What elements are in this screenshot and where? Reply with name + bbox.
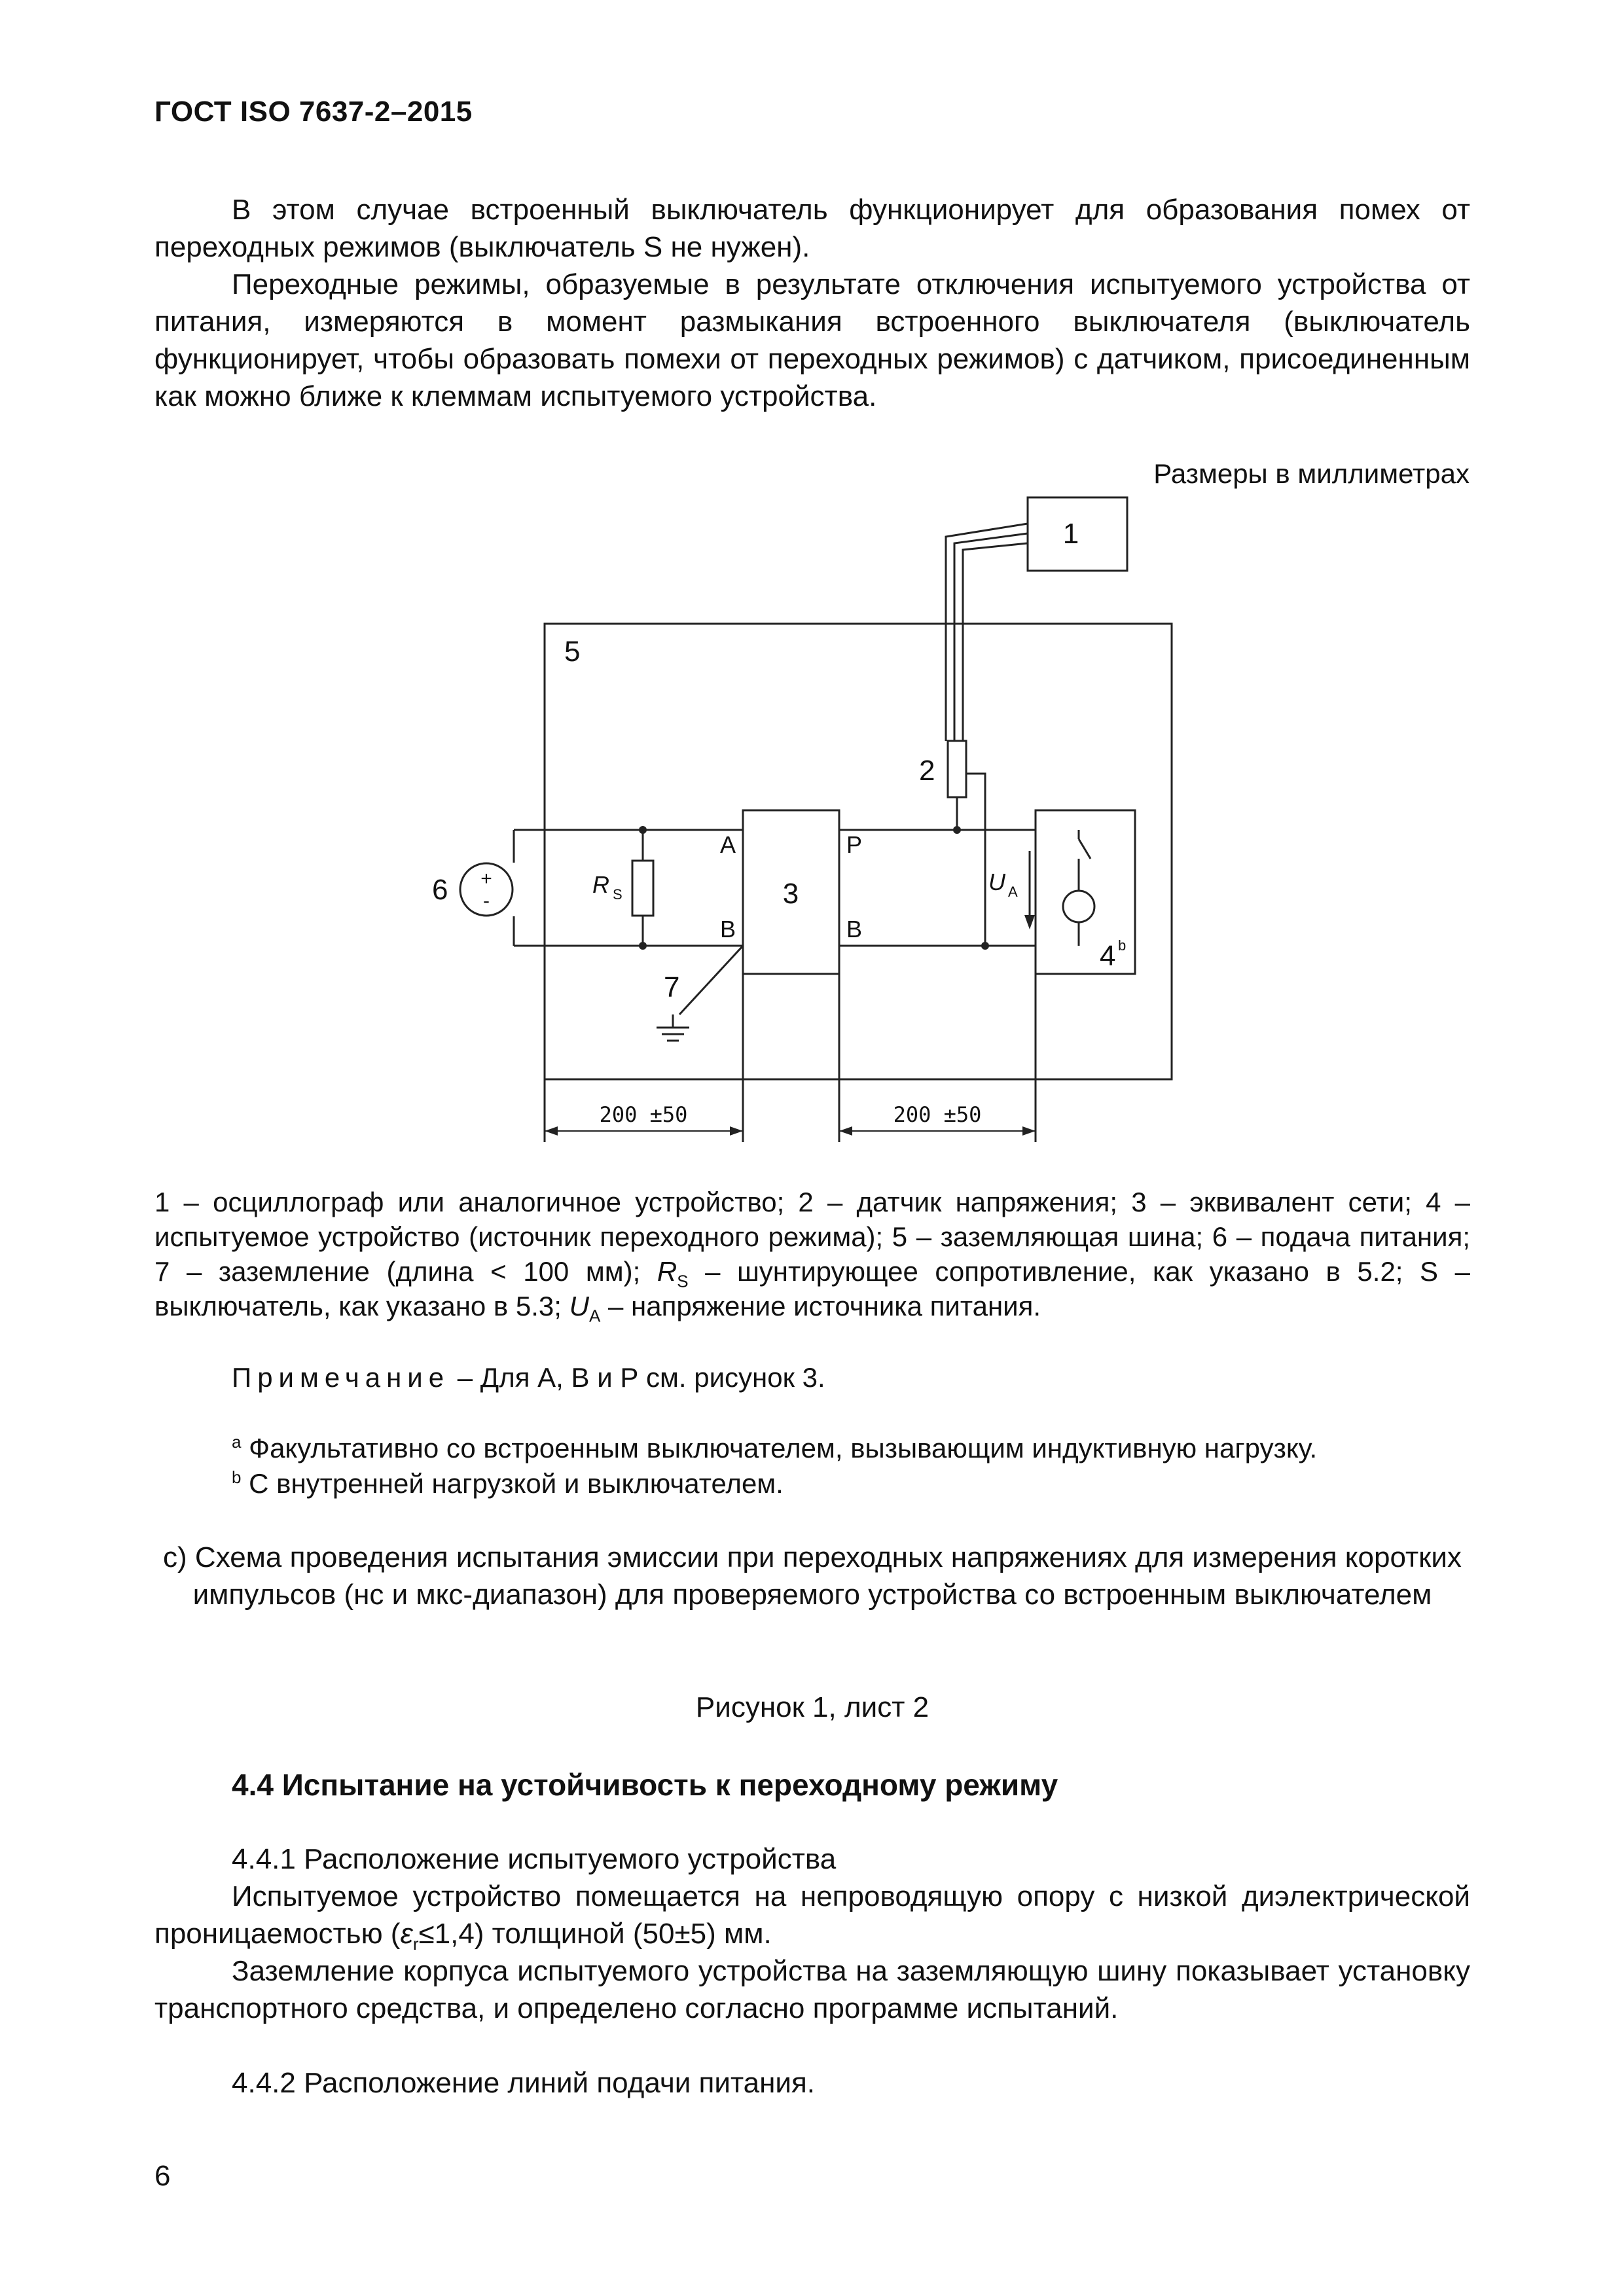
label-probe: 2 <box>919 755 935 787</box>
label-rs: R <box>592 871 609 898</box>
subsection-441-paragraph-2: Заземление корпуса испытуемого устройства на заземляющую шину показывает установку транспортного средства, и определено согласно программе испытаний. <box>154 1955 1470 2024</box>
note-label: Примечание <box>232 1362 450 1393</box>
label-dut-sup: b <box>1118 937 1127 954</box>
label-minus: - <box>483 890 490 912</box>
dim-arrowhead <box>839 1126 852 1136</box>
label-A: A <box>720 831 736 858</box>
label-ground-plane: 5 <box>564 636 581 668</box>
label-B-left: B <box>720 916 736 942</box>
junction-dot <box>639 826 647 834</box>
dimensions-note: Размеры в миллиметрах <box>1153 458 1470 489</box>
dim-label-left: 200 ±50 <box>599 1102 688 1127</box>
dim-label-right: 200 ±50 <box>893 1102 982 1127</box>
probe-ground-lead <box>966 774 985 946</box>
footnote-a-mark: a <box>232 1432 242 1452</box>
dim-arrowhead <box>730 1126 743 1136</box>
figure-number: Рисунок 1, лист 2 <box>695 1691 929 1723</box>
note-text: – Для А, В и Р см. рисунок 3. <box>457 1362 825 1393</box>
label-power-supply: 6 <box>432 874 448 906</box>
figure-note <box>232 1360 825 1395</box>
intro-paragraph-1: В этом случае встроенный выключатель функционирует для образования помех от переходных режимов (выключатель S не нужен). <box>154 194 1470 263</box>
junction-dot <box>981 942 989 950</box>
label-P: P <box>846 831 863 858</box>
label-network: 3 <box>782 878 799 910</box>
legend-ua-desc: – напряжение источника питания. <box>608 1291 1041 1321</box>
legend-rs-sub: S <box>677 1271 689 1291</box>
probe-cable-2 <box>954 533 1028 741</box>
ua-arrowhead <box>1024 915 1035 929</box>
footnote-a-text: Факультативно со встроенным выключателем, вызывающим индуктивную нагрузку. <box>249 1433 1318 1463</box>
s441-text-a: Испытуемое устройство помещается на непроводящую опору с низкой диэлектрической проницаемостью ( <box>154 1880 1470 1950</box>
dim-arrowhead <box>1022 1126 1036 1136</box>
epsilon-symbol: ε <box>400 1918 413 1950</box>
probe-cable-3 <box>963 543 1028 741</box>
dut-internal-switch <box>1079 839 1091 859</box>
legend-rs-symbol: R <box>657 1256 677 1287</box>
label-B-right: B <box>846 916 863 942</box>
junction-dot <box>953 826 961 834</box>
legend-ua-sub: A <box>588 1306 601 1326</box>
footnote-a <box>232 1431 1317 1465</box>
label-dut: 4 <box>1100 940 1116 972</box>
label-ua-sub: A <box>1008 884 1018 900</box>
legend-rs-desc: – шунтирующее сопротивление, как указано в 5.2; S – выключатель, как указано в 5.3; <box>154 1256 1471 1321</box>
subsection-442-title: 4.4.2 Расположение линий подачи питания. <box>232 2067 816 2099</box>
footnote-b-text: С внутренней нагрузкой и выключателем. <box>249 1468 784 1499</box>
probe-cable-1 <box>946 524 1028 741</box>
figure-caption: с) Схема проведения испытания эмиссии при переходных напряжениях для измерения коротких импульсов (нс и мкс-диапазон) для проверяемого устройства со встроенным выключателем <box>163 1541 1462 1611</box>
label-oscilloscope: 1 <box>1062 518 1079 550</box>
legend-items: 1 – осциллограф или аналогичное устройство; 2 – датчик напряжения; 3 – эквивалент сети; 4 – испытуемое устройство (источник переходного режима); 5 – заземляющая шина; 6 – подача питания; 7 – заземление (длина < 100 мм); <box>154 1187 1470 1287</box>
intro-paragraph-2: Переходные режимы, образуемые в результате отключения испытуемого устройства от питания, измеряются в момент размыкания встроенного выключателя (выключатель функционирует, чтобы образовать помехи от переходных режимов) с датчиком, присоединенным как можно ближе к клеммам испытуемого устройства. <box>154 268 1470 412</box>
footnote-b <box>232 1466 784 1501</box>
junction-dot <box>639 942 647 950</box>
dut-internal-load <box>1063 891 1094 922</box>
section-title: 4.4 Испытание на устойчивость к переходному режиму <box>232 1768 1058 1802</box>
figure-legend <box>154 1185 1471 1326</box>
dim-arrowhead <box>545 1126 558 1136</box>
s441-text-b: ≤1,4) толщиной (50±5) мм. <box>418 1918 772 1950</box>
page-number: 6 <box>154 2160 171 2192</box>
label-plus: + <box>480 868 492 889</box>
epsilon-sub: r <box>412 1933 419 1954</box>
legend-ua-symbol: U <box>569 1291 589 1321</box>
label-ground: 7 <box>664 971 680 1003</box>
standard-header: ГОСТ ISO 7637-2–2015 <box>154 96 473 128</box>
voltage-probe <box>948 741 966 797</box>
ground-strap <box>679 946 743 1014</box>
label-rs-sub: S <box>613 886 623 903</box>
shunt-resistor <box>632 861 653 916</box>
subsection-441-title: 4.4.1 Расположение испытуемого устройства <box>232 1843 837 1875</box>
footnote-b-mark: b <box>232 1467 242 1487</box>
label-ua: U <box>988 869 1005 895</box>
subsection-441-paragraph-1 <box>154 1878 1470 1952</box>
